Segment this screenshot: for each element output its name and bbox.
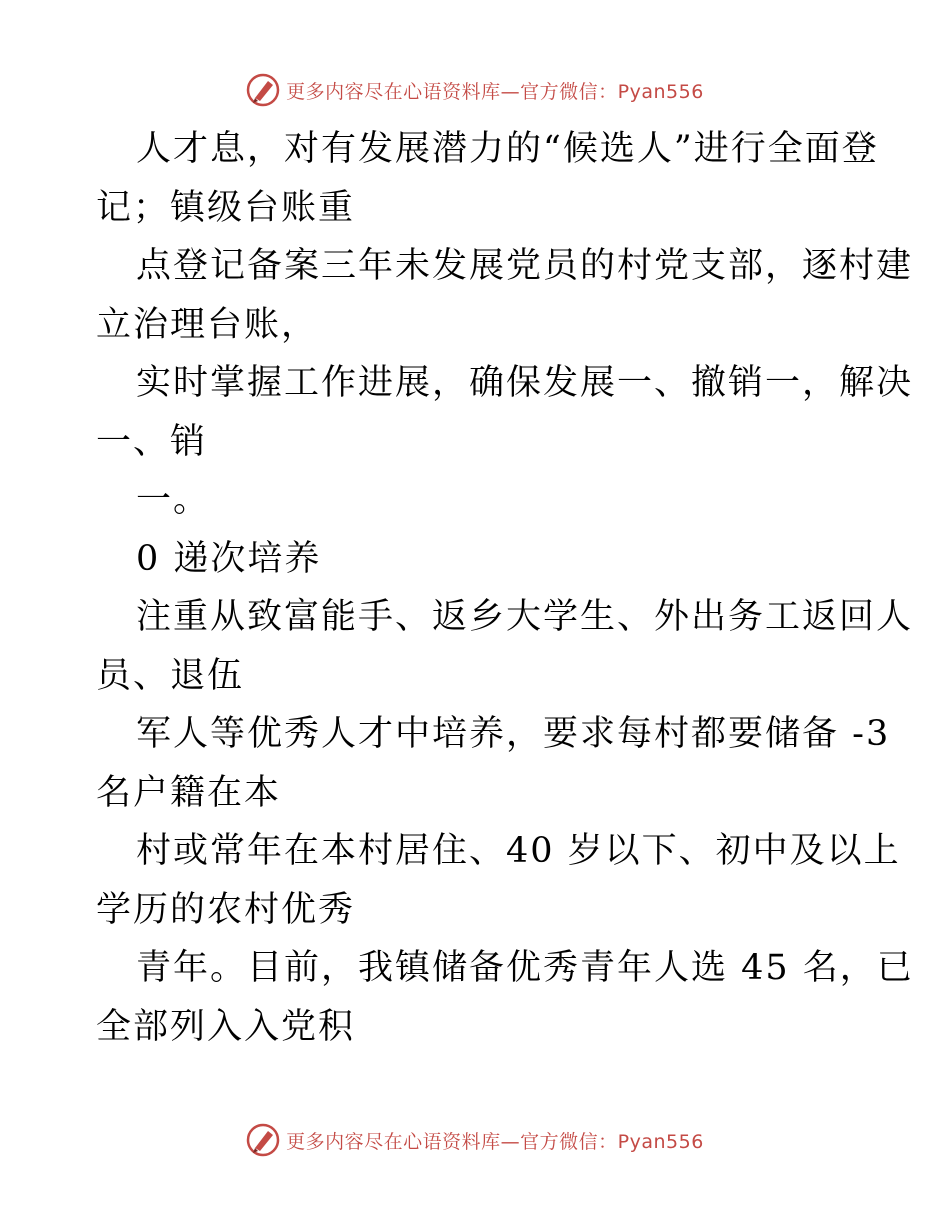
body-line: 0 递次培养 bbox=[136, 538, 322, 579]
body-line: 一、销 bbox=[96, 421, 208, 462]
body-line: 村或常年在本村居住、40 岁以下、初中及以上 bbox=[136, 831, 901, 871]
body-line: 一。 bbox=[136, 480, 211, 520]
body-line: 记；镇级台账重 bbox=[96, 187, 356, 228]
body-line: 青年。目前，我镇储备优秀青年人选 45 名，已 bbox=[136, 948, 914, 988]
header-banner bbox=[0, 70, 950, 110]
body-line: 实时掌握工作进展，确保发展一、撤销一，解决 bbox=[136, 363, 914, 403]
body-line: 名户籍在本 bbox=[96, 772, 282, 813]
pen-logo-icon bbox=[246, 1123, 280, 1157]
body-line: 点登记备案三年未发展党员的村党支部，逐村建 bbox=[136, 246, 914, 286]
pen-logo-icon bbox=[246, 73, 280, 107]
footer-banner bbox=[0, 1120, 950, 1160]
document-body bbox=[96, 120, 914, 1056]
body-line: 全部列入入党积 bbox=[96, 1006, 356, 1047]
footer-banner-text: 更多内容尽在心语资料库—官方微信：Pyan556 bbox=[286, 1130, 704, 1153]
body-line: 注重从致富能手、返乡大学生、外出务工返回人 bbox=[136, 597, 914, 637]
body-line: 员、退伍 bbox=[96, 655, 245, 696]
body-line: 学历的农村优秀 bbox=[96, 889, 356, 930]
header-banner-text: 更多内容尽在心语资料库—官方微信：Pyan556 bbox=[286, 80, 704, 103]
body-line: 立治理台账， bbox=[96, 304, 319, 345]
body-line: 军人等优秀人才中培养，要求每村都要储备 -3 bbox=[136, 714, 891, 754]
body-line: 人才息，对有发展潜力的“候选人”进行全面登 bbox=[136, 129, 879, 169]
